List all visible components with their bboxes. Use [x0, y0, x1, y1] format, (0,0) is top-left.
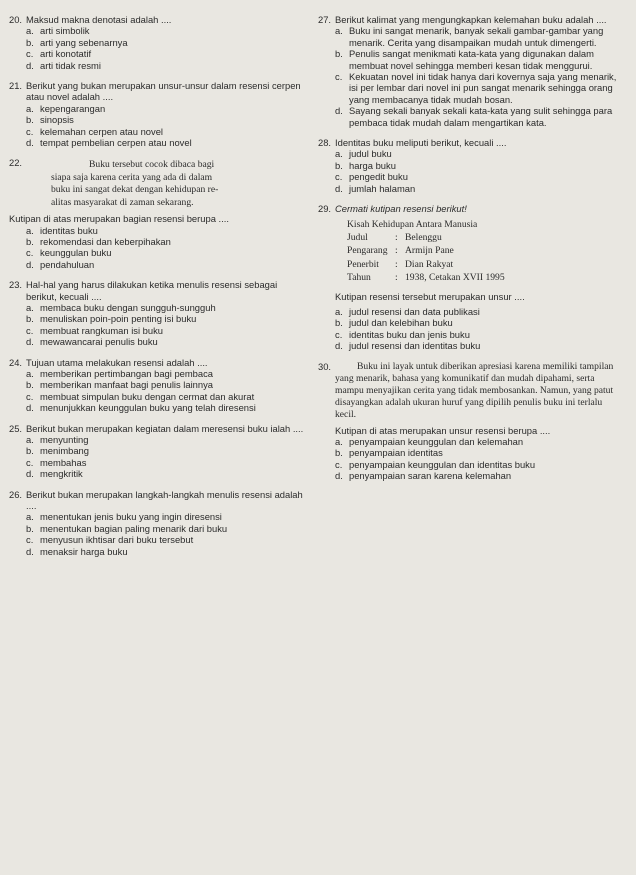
option-b[interactable]: b. rekomendasi dan keberpihakan	[26, 235, 171, 247]
option-d[interactable]: d. judul resensi dan identitas buku	[335, 340, 481, 352]
option-b[interactable]: b. menimbang	[26, 445, 89, 457]
quoted-passage: Buku ini layak untuk diberikan apresiasi karena memiliki tampilan yang menarik, bahasa yang komunikatif dan mudah dipahami, serta mampu menyajikan cerita yang tidak membosankan. Namun, yang patut disayangkan adalah ukuran huruf yang dipilih penulis buku ini terlalu kecil.	[335, 360, 614, 421]
question-stem: Kutipan di atas merupakan unsur resensi berupa ....	[335, 424, 551, 436]
option-a[interactable]: a. arti simbolik	[26, 25, 90, 37]
question-23	[9, 279, 305, 347]
question-number: 24.	[9, 356, 23, 368]
question-number: 23.	[9, 279, 23, 291]
option-d[interactable]: d. mewawancarai penulis buku	[26, 336, 158, 348]
option-b[interactable]: b. Penulis sangat menikmati kata-kata yang digunakan dalam membuat novel sehingga memberi kesan tidak menggurui.	[335, 48, 594, 71]
option-c[interactable]: c. Kekuatan novel ini tidak hanya dari kovernya saja yang menarik, isi per lembar dari novel ini pun sangat menarik sehingga orang yang membacanya tidak mudah bosan.	[335, 71, 617, 105]
option-c[interactable]: c. membuat simpulan buku dengan cermat dan akurat	[26, 390, 255, 402]
question-20	[9, 14, 305, 71]
right-column	[318, 14, 624, 491]
question-28	[318, 137, 624, 194]
table-row: Judul : Belenggu	[347, 231, 442, 243]
option-b[interactable]: b. judul dan kelebihan buku	[335, 317, 453, 329]
option-d[interactable]: d. menunjukkan keunggulan buku yang telah diresensi	[26, 402, 256, 414]
option-d[interactable]: d. jumlah halaman	[335, 182, 416, 194]
option-c[interactable]: c. keunggulan buku	[26, 247, 112, 259]
book-identity-table	[347, 218, 505, 285]
question-stem: Berikut bukan merupakan kegiatan dalam meresensi buku ialah ....	[26, 422, 304, 434]
option-c[interactable]: c. menyusun ikhtisar dari buku tersebut	[26, 534, 194, 546]
question-stem: Berikut bukan merupakan langkah-langkah menulis resensi adalah ....	[26, 488, 303, 512]
option-b[interactable]: b. sinopsis	[26, 114, 74, 126]
question-number: 29.	[318, 203, 332, 215]
question-stem: Maksud makna denotasi adalah ....	[26, 14, 172, 25]
question-stem: Hal-hal yang harus dilakukan ketika menulis resensi sebagai berikut, kecuali ....	[26, 279, 278, 302]
question-number: 28.	[318, 137, 332, 149]
question-stem: Tujuan utama melakukan resensi adalah ....	[26, 356, 208, 368]
question-21	[9, 80, 305, 148]
option-a[interactable]: a. judul buku	[335, 148, 392, 160]
question-24	[9, 357, 305, 414]
quoted-passage: Buku tersebut cocok dibaca bagi siapa saja karena cerita yang ada di dalam buku ini sangat dekat dengan kehidupan re- alitas masyarakat di zaman sekarang.	[51, 159, 219, 208]
option-b[interactable]: b. penyampaian identitas	[335, 447, 443, 459]
option-b[interactable]: b. memberikan manfaat bagi penulis lainnya	[26, 379, 214, 391]
option-b[interactable]: b. menuliskan poin-poin penting isi buku	[26, 313, 197, 325]
option-c[interactable]: c. membuat rangkuman isi buku	[26, 324, 163, 336]
option-d[interactable]: d. tempat pembelian cerpen atau novel	[26, 137, 192, 149]
question-number: 22.	[9, 157, 23, 169]
option-a[interactable]: a. Buku ini sangat menarik, banyak sekali gambar-gambar yang menarik. Cerita yang disampaikan mudah untuk dimengerti.	[335, 25, 604, 48]
question-27	[318, 14, 624, 128]
option-c[interactable]: c. arti konotatif	[26, 48, 92, 60]
option-b[interactable]: b. harga buku	[335, 159, 396, 171]
option-c[interactable]: c. kelemahan cerpen atau novel	[26, 125, 164, 137]
option-a[interactable]: a. penyampaian keunggulan dan kelemahan	[335, 435, 524, 447]
option-a[interactable]: a. menentukan jenis buku yang ingin diresensi	[26, 511, 222, 523]
option-d[interactable]: d. pendahuluan	[26, 258, 95, 270]
option-d[interactable]: d. mengkritik	[26, 468, 83, 480]
option-d[interactable]: d. penyampaian saran karena kelemahan	[335, 470, 512, 482]
option-a[interactable]: a. identitas buku	[26, 224, 98, 236]
question-26	[9, 489, 305, 557]
option-c[interactable]: c. pengedit buku	[335, 171, 408, 183]
question-number: 25.	[9, 422, 23, 434]
question-22	[9, 157, 305, 270]
option-a[interactable]: a. memberikan pertimbangan bagi pembaca	[26, 367, 214, 379]
question-stem: Identitas buku meliputi berikut, kecuali ....	[335, 137, 507, 149]
table-title: Kisah Kehidupan Antara Manusia	[347, 218, 478, 230]
question-30	[318, 361, 624, 482]
question-29	[318, 203, 624, 351]
option-a[interactable]: a. menyunting	[26, 434, 89, 445]
question-number: 27.	[318, 14, 332, 25]
option-a[interactable]: a. judul resensi dan data publikasi	[335, 305, 480, 317]
question-25	[9, 423, 305, 480]
option-a[interactable]: a. kepengarangan	[26, 102, 106, 114]
option-b[interactable]: b. arti yang sebenarnya	[26, 36, 128, 48]
table-row: Penerbit : Dian Rakyat	[347, 258, 454, 270]
question-number: 26.	[9, 488, 23, 500]
left-column	[9, 14, 305, 566]
question-stem: Cermati kutipan resensi berikut!	[335, 203, 467, 215]
question-number: 30.	[318, 360, 332, 372]
option-c[interactable]: c. membahas	[26, 456, 87, 468]
question-followup: Kutipan resensi tersebut merupakan unsur ....	[335, 290, 525, 302]
option-b[interactable]: b. menentukan bagian paling menarik dari buku	[26, 522, 228, 534]
option-d[interactable]: d. menaksir harga buku	[26, 545, 128, 557]
question-number: 21.	[9, 80, 23, 92]
question-stem: Kutipan di atas merupakan bagian resensi berupa ....	[9, 213, 229, 225]
table-row: Pengarang : Armijn Pane	[347, 245, 454, 257]
question-stem: Berikut kalimat yang mengungkapkan kelemahan buku adalah ....	[335, 14, 607, 25]
option-d[interactable]: d. arti tidak resmi	[26, 59, 101, 71]
option-a[interactable]: a. membaca buku dengan sungguh-sungguh	[26, 301, 216, 313]
question-number: 20.	[9, 14, 23, 25]
option-c[interactable]: c. identitas buku dan jenis buku	[335, 328, 470, 340]
table-row: Tahun : 1938, Cetakan XVII 1995	[347, 272, 505, 284]
option-d[interactable]: d. Sayang sekali banyak sekali kata-kata yang sulit sehingga para pembaca tidak mudah dalam mengartikan kata.	[335, 105, 613, 128]
question-stem: Berikut yang bukan merupakan unsur-unsur dalam resensi cerpen atau novel adalah ....	[26, 80, 301, 103]
option-c[interactable]: c. penyampaian keunggulan dan identitas buku	[335, 458, 536, 470]
